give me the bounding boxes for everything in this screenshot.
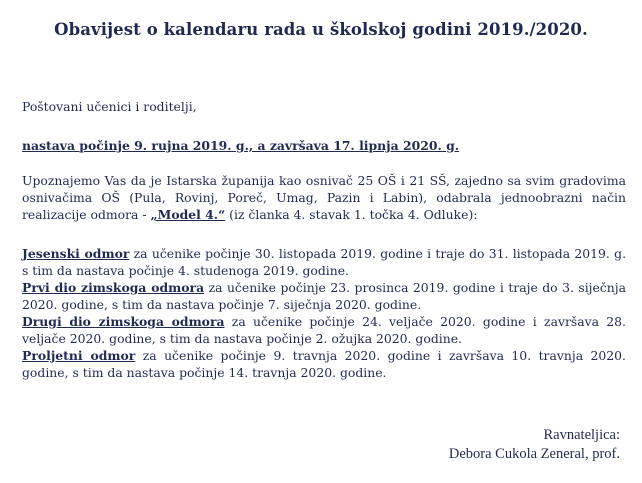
break-item-winter-second [22,313,626,347]
break-term: Prvi dio zimskoga odmora [22,280,205,295]
model-label: „Model 4.“ [150,207,226,222]
intro-paragraph [22,172,626,223]
break-term: Drugi dio zimskoga odmora [22,314,225,329]
signature-block [449,426,620,464]
break-description: za učenike počinje 24. veljače 2020. godine i završava 28. veljače 2020. godine, s tim da nastava počinje 2. ožujka 2020. godine. [22,314,626,346]
break-description: za učenike počinje 23. prosinca 2019. godine i traje do 3. siječnja 2020. godine, s tim da nastava počinje 7. siječnja 2020. godine. [22,280,627,312]
breaks-list [22,245,626,381]
signature-role: Ravnateljica: [543,427,620,443]
break-item-winter-first [22,279,626,313]
signature-name: Debora Cukola Zeneral, prof. [448,446,620,462]
salutation: Poštovani učenici i roditelji, [22,99,197,114]
break-item-spring [22,347,626,381]
intro-text-end: (iz članka 4. stavak 1. točka 4. Odluke): [225,207,478,222]
page-title: Obavijest o kalendaru rada u školskoj godini 2019./2020. [54,20,588,39]
break-description: za učenike počinje 9. travnja 2020. godine i završava 10. travnja 2020. godine, s tim da nastava počinje 14. travnja 2020. godine. [22,348,626,380]
intro-text-start: Upoznajemo Vas da je Istarska županija kao osnivač 25 OŠ i 21 SŠ, zajedno sa svim gradovima osnivačima OŠ (Pula, Rovinj, Poreč, Umag, Pazin i Labin), odabrala jednoobrazni način realizacije odmora - [22,173,626,222]
break-term: Jesenski odmor [22,246,130,261]
break-term: Proljetni odmor [22,348,136,363]
break-description: za učenike počinje 30. listopada 2019. godine i traje do 31. listopada 2019. g. s tim da nastava počinje 4. studenoga 2019. godine. [22,246,627,278]
break-item-autumn [22,245,626,279]
school-year-dates: nastava počinje 9. rujna 2019. g., a završava 17. lipnja 2020. g. [22,138,460,153]
